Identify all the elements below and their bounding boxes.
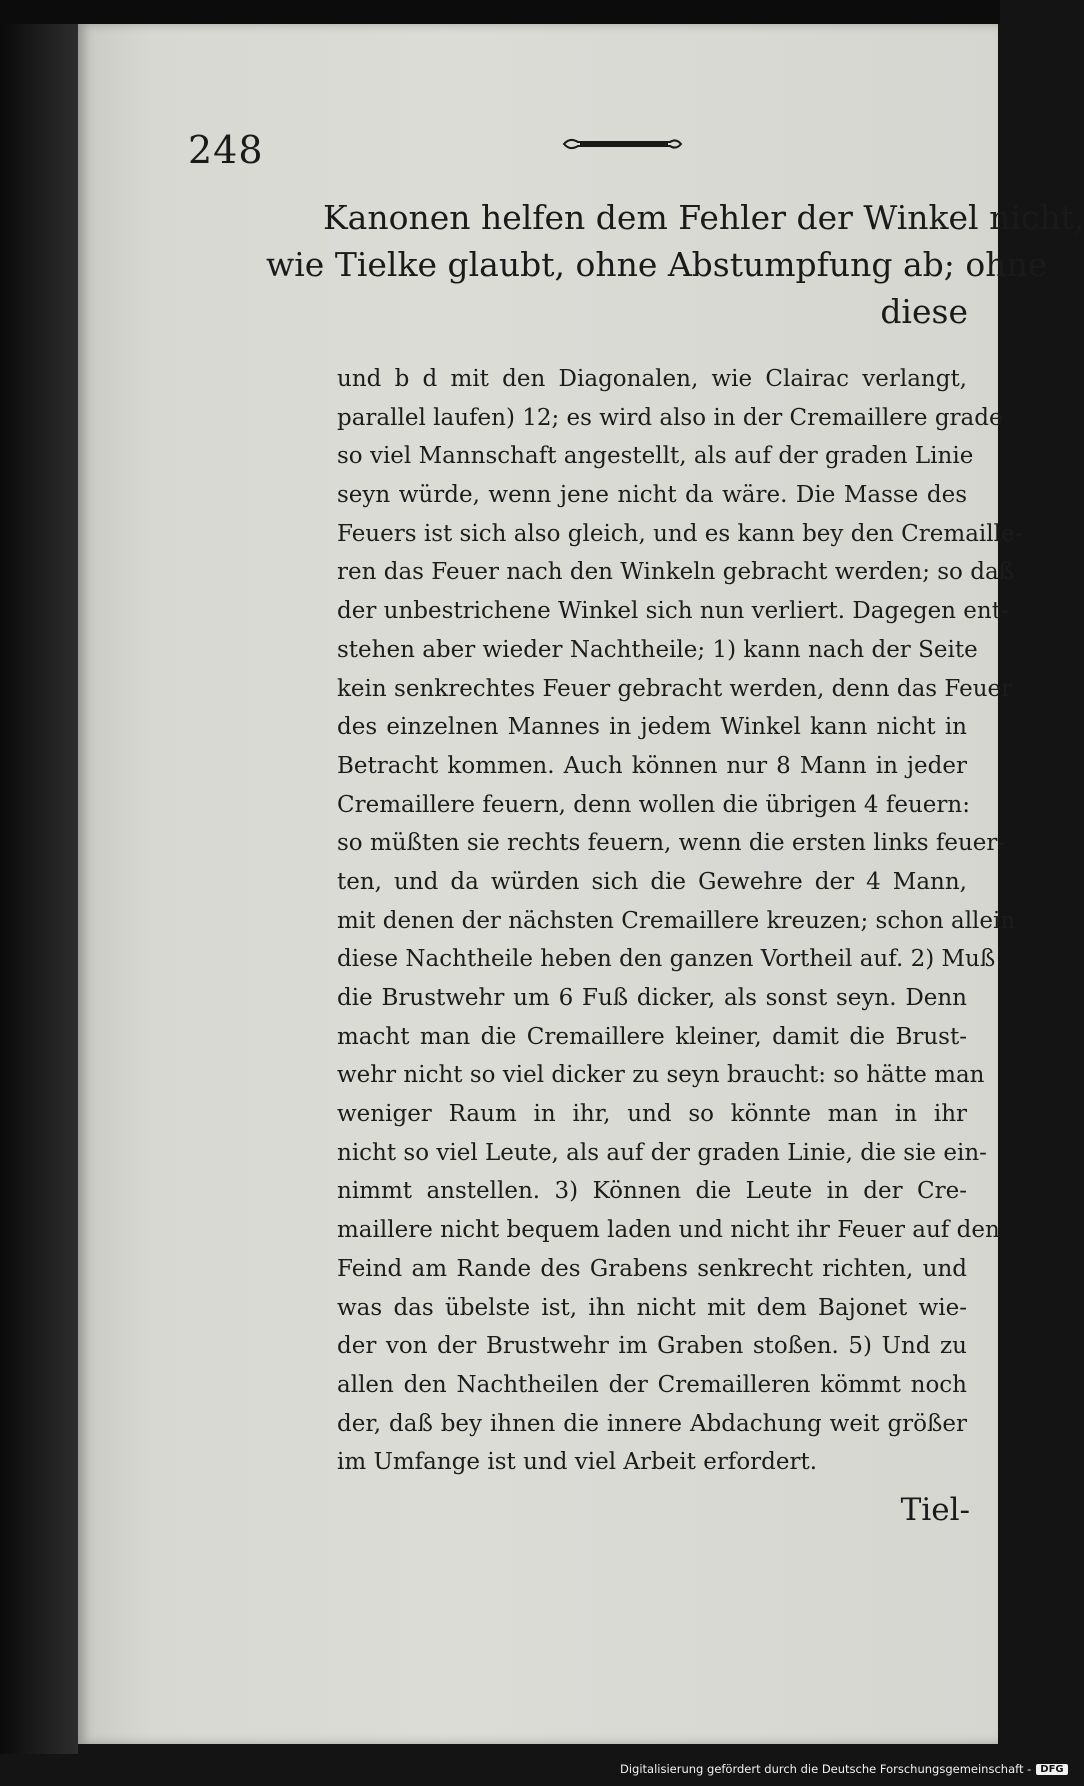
text-line: so müßten sie rechts feuern, wenn die ersten links feuer- — [337, 830, 1006, 857]
text-line: der unbestrichene Winkel sich nun verliert. Dagegen ent- — [337, 598, 1009, 625]
text-line: die Brustwehr um 6 Fuß dicker, als sonst seyn. Denn — [337, 985, 967, 1011]
footer-text: Digitalisierung gefördert durch die Deutsche Forschungsgemeinschaft - — [620, 1762, 1032, 1776]
catchword: Tiel- — [900, 1492, 970, 1528]
text-line: kein senkrechtes Feuer gebracht werden, denn das Feuer — [337, 675, 1013, 702]
text-line: seyn würde, wenn jene nicht da wäre. Die Masse des — [337, 482, 967, 509]
text-line: macht man die Cremaillere kleiner, damit die Brust- — [337, 1023, 967, 1050]
scan-top-edge — [0, 0, 1000, 24]
text-line: mit denen der nächsten Cremaillere kreuzen; schon allein — [337, 907, 1016, 934]
heading-line-2: wie Tielke glaubt, ohne Abstumpfung ab; ohne — [266, 245, 1048, 284]
text-line: Betracht kommen. Auch können nur 8 Mann in jeder — [337, 752, 967, 779]
text-line: stehen aber wieder Nachtheile; 1) kann nach der Seite — [337, 636, 978, 663]
dfg-logo: DFG — [1036, 1764, 1067, 1775]
text-line: weniger Raum in ihr, und so könnte man in ihr — [337, 1101, 967, 1128]
text-line: Feind am Rande des Grabens senkrecht richten, und — [337, 1255, 967, 1282]
text-line: maillere nicht bequem laden und nicht ihr Feuer auf den — [337, 1217, 1000, 1244]
scan-left-edge — [0, 24, 78, 1754]
heading-line-1: Kanonen helfen dem Fehler der Winkel nicht, — [323, 198, 1084, 237]
body-paragraph — [337, 360, 1023, 1482]
text-line: ten, und da würden sich die Gewehre der 4 Mann, — [337, 868, 967, 895]
text-line: Cremaillere feuern, denn wollen die übrigen 4 feuern: — [337, 791, 970, 818]
text-line: diese Nachtheile heben den ganzen Vortheil auf. 2) Muß — [337, 946, 996, 973]
text-line: allen den Nachtheilen der Cremailleren kömmt noch — [337, 1371, 967, 1398]
header-ornament — [560, 135, 685, 153]
page-number: 248 — [188, 128, 264, 172]
digitization-footer — [620, 1762, 1068, 1776]
heading-line-3: diese — [880, 292, 968, 331]
text-line: ren das Feuer nach den Winkeln gebracht werden; so daß — [337, 559, 1015, 586]
text-line: nicht so viel Leute, als auf der graden Linie, die sie ein- — [337, 1139, 987, 1166]
text-line: der, daß bey ihnen die innere Abdachung weit größer — [337, 1410, 967, 1437]
text-line: wehr nicht so viel dicker zu seyn braucht: so hätte man — [337, 1062, 985, 1089]
text-line: im Umfange ist und viel Arbeit erfordert. — [337, 1449, 818, 1476]
text-line: was das übelste ist, ihn nicht mit dem Bajonet wie- — [337, 1294, 967, 1321]
text-line: und b d mit den Diagonalen, wie Clairac verlangt, — [337, 366, 967, 392]
text-line: des einzelnen Mannes in jedem Winkel kann nicht in — [337, 714, 967, 741]
text-line: parallel laufen) 12; es wird also in der Cremaillere grade — [337, 404, 1003, 431]
text-line: nimmt anstellen. 3) Können die Leute in der Cre- — [337, 1178, 967, 1205]
text-line: so viel Mannschaft angestellt, als auf der graden Linie — [337, 443, 974, 470]
text-line: Feuers ist sich also gleich, und es kann bey den Cremaille- — [337, 520, 1023, 547]
text-line: der von der Brustwehr im Graben stoßen. 5) Und zu — [337, 1333, 967, 1360]
